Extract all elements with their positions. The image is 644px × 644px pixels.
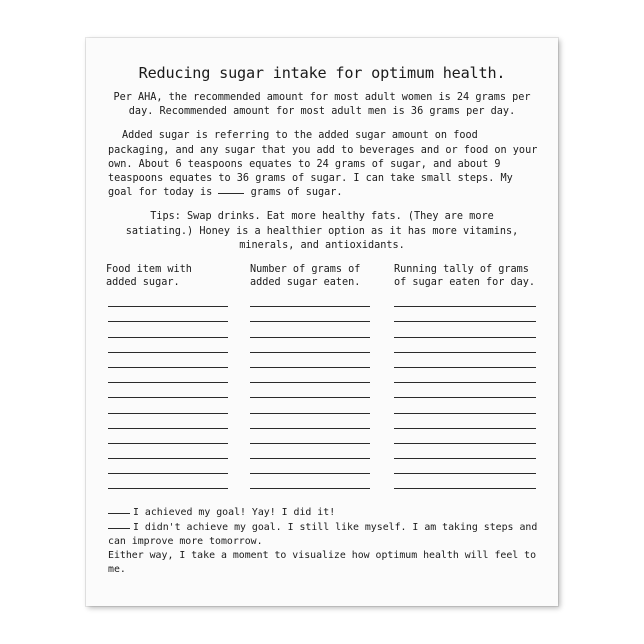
- column-running-tally: [394, 263, 538, 492]
- column-heading: [106, 263, 250, 293]
- write-in-line[interactable]: [394, 325, 538, 340]
- column-heading-line1: Food item with: [106, 264, 192, 276]
- write-in-line[interactable]: [106, 371, 250, 386]
- column-heading: [394, 263, 538, 293]
- footer-line-3: Either way, I take a moment to visualize how optimum health will feel to me.: [108, 550, 537, 575]
- write-in-lines: [250, 295, 394, 492]
- body-paragraph-text: Added sugar is referring to the added sugar amount on food packaging, and any sugar that you add to beverages and or food on your own. About 6 teaspoons equates to 24 grams of sugar, and about 9 teaspoons equates to 36 grams of sugar. I can take small steps. My goal for today is: [108, 130, 538, 199]
- write-in-line[interactable]: [250, 341, 394, 356]
- write-in-line[interactable]: [250, 310, 394, 325]
- write-in-line[interactable]: [394, 432, 538, 447]
- footer-line-1: [108, 506, 538, 520]
- column-heading-line1: Number of grams of: [250, 264, 361, 276]
- intro-paragraph: Per AHA, the recommended amount for most adult women is 24 grams per day. Recommended amount for most adult men is 36 grams per day.: [113, 92, 531, 118]
- write-in-line[interactable]: [106, 341, 250, 356]
- footer-checklist: [102, 506, 542, 576]
- column-heading-line2: added sugar eaten.: [250, 277, 361, 289]
- write-in-line[interactable]: [106, 401, 250, 416]
- write-in-line[interactable]: [250, 356, 394, 371]
- write-in-line[interactable]: [394, 371, 538, 386]
- write-in-line[interactable]: [394, 310, 538, 325]
- write-in-line[interactable]: [394, 447, 538, 462]
- column-heading: [250, 263, 394, 293]
- tips-paragraph: Tips: Swap drinks. Eat more healthy fats. (They are more satiating.) Honey is a healthier option as it has more vitamins, minerals, and antioxidants.: [125, 211, 519, 251]
- write-in-line[interactable]: [250, 386, 394, 401]
- column-heading-line2: added sugar.: [106, 277, 180, 289]
- column-heading-line2: of sugar eaten for day.: [394, 277, 536, 289]
- write-in-line[interactable]: [250, 462, 394, 477]
- footer-line-1-text: I achieved my goal! Yay! I did it!: [133, 507, 336, 519]
- write-in-line[interactable]: [106, 325, 250, 340]
- write-in-line[interactable]: [394, 386, 538, 401]
- sheet-content: [86, 38, 558, 606]
- write-in-line[interactable]: [394, 462, 538, 477]
- write-in-line[interactable]: [106, 477, 250, 492]
- write-in-line[interactable]: [250, 417, 394, 432]
- column-heading-line1: Running tally of grams: [394, 264, 529, 276]
- write-in-line[interactable]: [106, 447, 250, 462]
- write-in-lines: [394, 295, 538, 492]
- write-in-line[interactable]: [394, 477, 538, 492]
- footer-line-2-text: I didn't achieve my goal. I still like myself. I am taking steps and can improve more tomorrow.: [108, 522, 538, 547]
- write-in-line[interactable]: [250, 371, 394, 386]
- write-in-line[interactable]: [106, 386, 250, 401]
- achieved-goal-checkbox[interactable]: [108, 513, 130, 514]
- write-in-line[interactable]: [250, 295, 394, 310]
- write-in-line[interactable]: [250, 325, 394, 340]
- write-in-line[interactable]: [250, 401, 394, 416]
- write-in-line[interactable]: [106, 295, 250, 310]
- missed-goal-checkbox[interactable]: [108, 528, 130, 529]
- write-in-line[interactable]: [394, 417, 538, 432]
- write-in-line[interactable]: [394, 341, 538, 356]
- write-in-line[interactable]: [250, 477, 394, 492]
- write-in-line[interactable]: [394, 356, 538, 371]
- footer-line-2: [108, 521, 538, 548]
- tracking-table: [102, 263, 542, 492]
- page-title: Reducing sugar intake for optimum health.: [138, 64, 506, 82]
- body-paragraph: [102, 129, 542, 200]
- body-paragraph-text-end: grams of sugar.: [250, 187, 343, 199]
- write-in-line[interactable]: [106, 356, 250, 371]
- write-in-line[interactable]: [250, 447, 394, 462]
- write-in-line[interactable]: [106, 310, 250, 325]
- write-in-line[interactable]: [394, 401, 538, 416]
- write-in-line[interactable]: [106, 417, 250, 432]
- write-in-lines: [106, 295, 250, 492]
- notepad-sheet: [86, 38, 558, 606]
- write-in-line[interactable]: [106, 432, 250, 447]
- column-grams-eaten: [250, 263, 394, 492]
- write-in-line[interactable]: [250, 432, 394, 447]
- write-in-line[interactable]: [394, 295, 538, 310]
- write-in-line[interactable]: [106, 462, 250, 477]
- column-food-item: [106, 263, 250, 492]
- goal-blank[interactable]: [218, 193, 244, 194]
